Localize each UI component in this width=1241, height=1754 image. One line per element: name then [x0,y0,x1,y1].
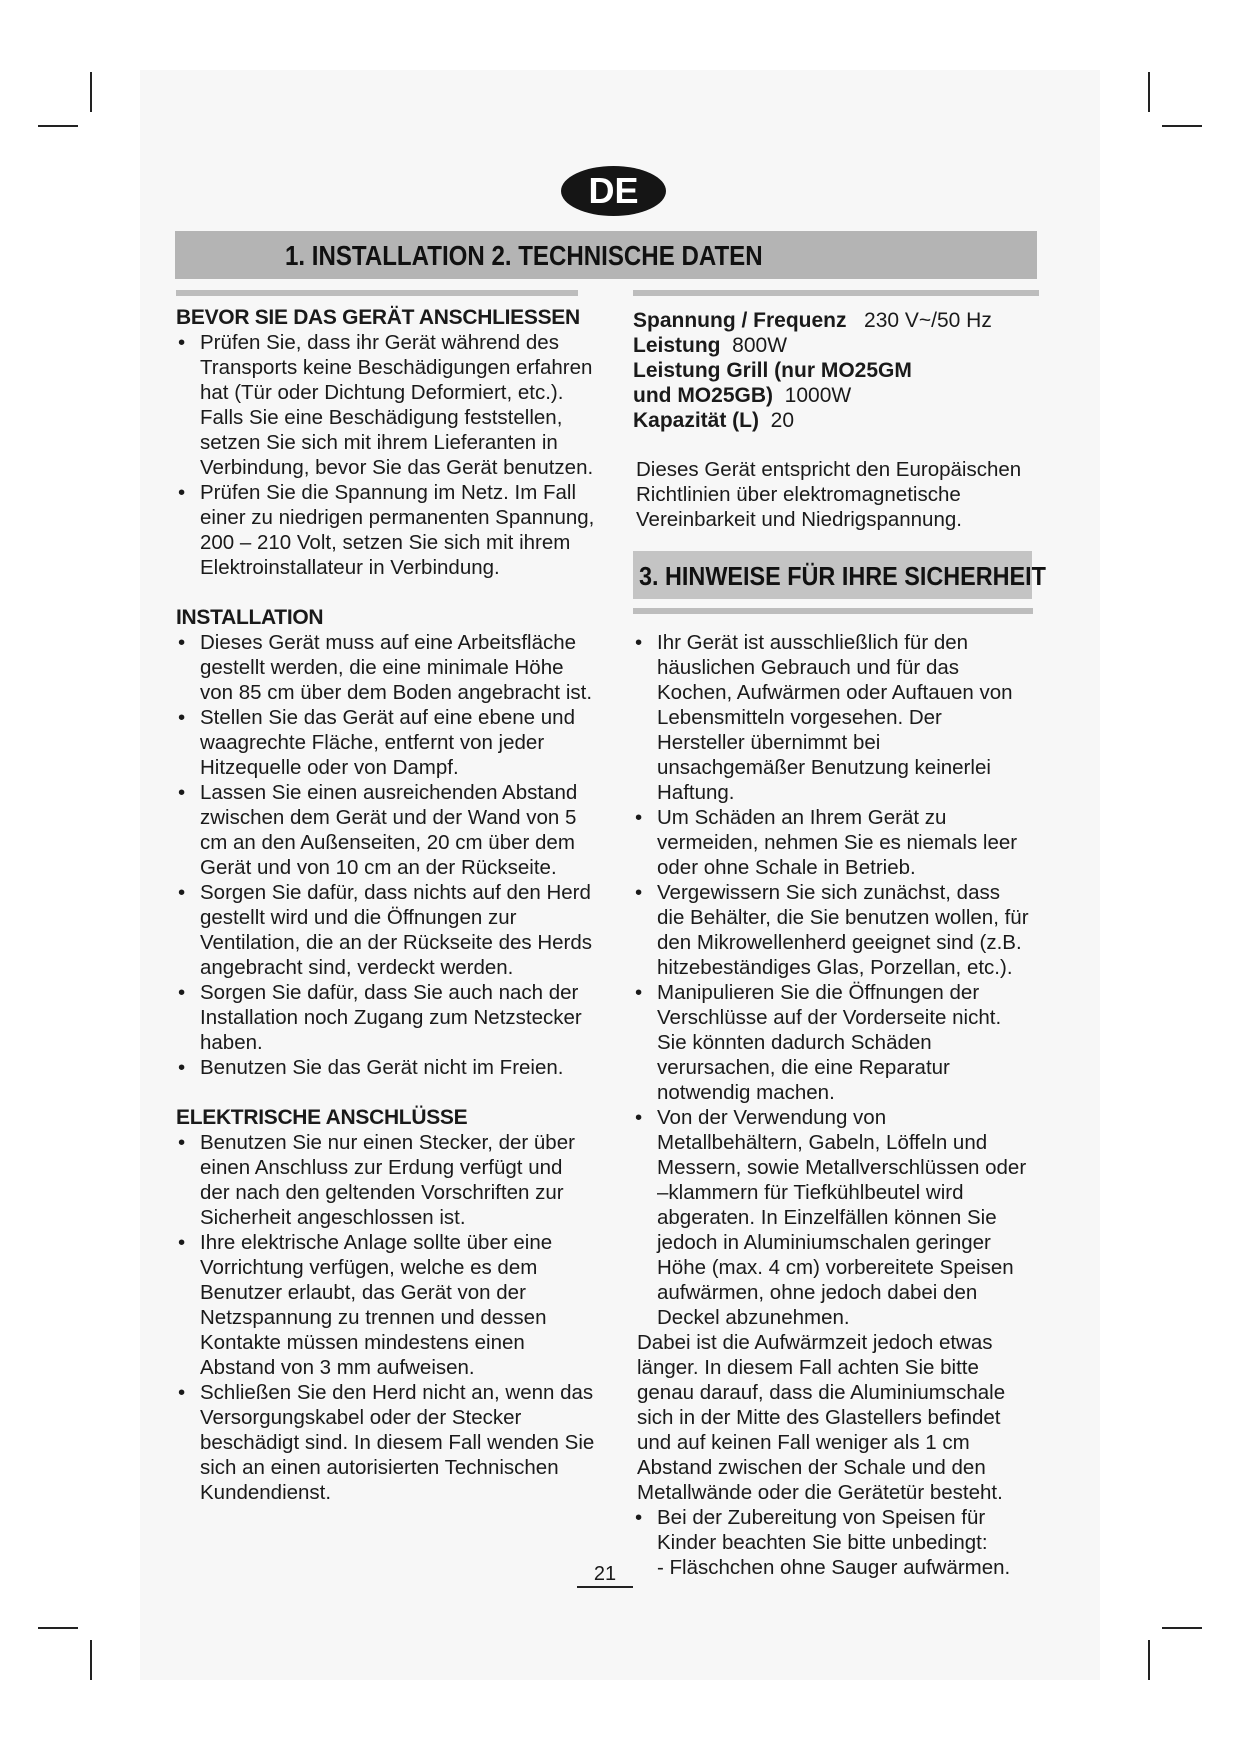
list-item: • Bei der Zubereitung von Speisen für Kinder beachten Sie bitte unbedingt: [633,1505,1033,1555]
section-heading-before-connect: BEVOR SIE DAS GERÄT ANSCHLIESSEN [176,306,580,329]
list-item: • Von der Verwendung von Metallbehältern, Gabeln, Löffeln und Messern, sowie Metallverschlüssen oder –klammern für Tiefkühlbeutel wird abgeraten. In Einzelfällen können Sie jedoch in Aluminiumschalen geringer Höhe (max. 4 cm) vorbereitete Speisen aufwärmen, ohne jedoch dabei den Deckel abzunehmen. [633,1105,1033,1330]
spec-value: 20 [770,409,795,432]
list-installation [176,630,596,1080]
crop-mark [1162,1627,1202,1629]
spec-grill [633,358,1053,383]
spec-grill-cont [633,383,1053,408]
dash-item: - Fläschchen ohne Sauger aufwärmen. [657,1556,1011,1579]
list-item: • Um Schäden an Ihrem Gerät zu vermeiden, nehmen Sie es niemals leer oder ohne Schale in Betrieb. [633,805,1033,880]
section3-divider [633,608,1033,614]
safety-paragraph: Dabei ist die Aufwärmzeit jedoch etwas länger. In diesem Fall achten Sie bitte genau darauf, dass die Aluminiumschale sich in der Mitte des Glastellers befindet und auf keinen Fall weniger als 1 cm Abstand zwischen der Schale und den Metallwände oder die Gerätetür besteht. [637,1331,1006,1504]
spec-value: 230 V~/50 Hz [864,309,992,332]
crop-mark [1148,1640,1150,1680]
language-badge: DE [561,166,666,216]
left-column [176,305,596,1505]
spec-label: Kapazität (L) [633,409,759,432]
conformity-text: Dieses Gerät entspricht den Europäischen Richtlinien über elektromagnetische Vereinbarkeit und Niedrigspannung. [636,458,1022,531]
tech-specs [633,308,1053,433]
header-title: 1. INSTALLATION 2. TECHNISCHE DATEN [285,240,763,271]
list-item: • Ihre elektrische Anlage sollte über eine Vorrichtung verfügen, welche es dem Benutzer erlaubt, das Gerät von der Netzspannung zu trennen und dessen Kontakte müssen mindestens einen Abstand von 3 mm aufweisen. [176,1230,596,1380]
spec-voltage [633,308,1053,333]
left-divider [176,290,578,296]
crop-mark [90,72,92,112]
crop-mark [38,125,78,127]
list-item: • Benutzen Sie das Gerät nicht im Freien. [176,1055,596,1080]
section3-title: 3. HINWEISE FÜR IHRE SICHERHEIT [639,561,1046,591]
page-number: 21 [577,1562,633,1588]
section-heading-installation: INSTALLATION [176,606,324,629]
list-item: • Lassen Sie einen ausreichenden Abstand zwischen dem Gerät und der Wand von 5 cm an den Außenseiten, 20 cm über dem Gerät und von 10 cm an der Rückseite. [176,780,596,880]
right-divider [633,290,1039,296]
list-item: • Sorgen Sie dafür, dass Sie auch nach der Installation noch Zugang zum Netzstecker haben. [176,980,596,1055]
crop-mark [90,1640,92,1680]
list-item: • Dieses Gerät muss auf eine Arbeitsfläche gestellt werden, die eine minimale Höhe von 85 cm über dem Boden angebracht ist. [176,630,596,705]
list-before-connect [176,330,596,580]
spec-value: 800W [732,334,788,357]
section-heading-electrical: ELEKTRISCHE ANSCHLÜSSE [176,1106,468,1129]
list-item: • Ihr Gerät ist ausschließlich für den häuslichen Gebrauch und für das Kochen, Aufwärmen oder Auftauen von Lebensmitteln vorgesehen. Der Hersteller übernimmt bei unsachgemäßer Benutzung keinerlei Haftung. [633,630,1033,805]
spec-label: Leistung [633,334,721,357]
spec-power [633,333,1053,358]
list-item: • Prüfen Sie die Spannung im Netz. Im Fall einer zu niedrigen permanenten Spannung, 200 – 210 Volt, setzen Sie sich mit ihrem Elektroinstallateur in Verbindung. [176,480,596,580]
spec-value: 1000W [784,384,852,407]
safety-column [633,630,1033,1580]
list-safety [633,630,1033,1330]
list-safety-last [633,1505,1033,1555]
list-electrical [176,1130,596,1505]
list-item: • Schließen Sie den Herd nicht an, wenn das Versorgungskabel oder der Stecker beschädigt sind. In diesem Fall wenden Sie sich an einen autorisierten Technischen Kundendienst. [176,1380,596,1505]
list-item: • Sorgen Sie dafür, dass nichts auf den Herd gestellt wird und die Öffnungen zur Ventilation, die an der Rückseite des Herds angebracht sind, verdeckt werden. [176,880,596,980]
spec-label: und MO25GB) [633,384,773,407]
spec-label: Leistung Grill (nur MO25GM [633,359,912,382]
list-item: • Manipulieren Sie die Öffnungen der Verschlüsse auf der Vorderseite nicht. Sie könnten dadurch Schäden verursachen, die eine Reparatur notwendig machen. [633,980,1033,1105]
crop-mark [1162,125,1202,127]
crop-mark [38,1627,78,1629]
crop-mark [1148,72,1150,112]
list-item: • Stellen Sie das Gerät auf eine ebene und waagrechte Fläche, entfernt von jeder Hitzequelle oder von Dampf. [176,705,596,780]
spec-label: Spannung / Frequenz [633,309,847,332]
list-item: • Prüfen Sie, dass ihr Gerät während des Transports keine Beschädigungen erfahren hat (Tür oder Dichtung Deformiert, etc.). Falls Sie eine Beschädigung feststellen, setzen Sie sich mit ihrem Lieferanten in Verbindung, bevor Sie das Gerät benutzen. [176,330,596,480]
spec-capacity [633,408,1053,433]
list-item: • Vergewissern Sie sich zunächst, dass die Behälter, die Sie benutzen wollen, für den Mikrowellenherd geeignet sind (z.B. hitzebeständiges Glas, Porzellan, etc.). [633,880,1033,980]
list-item: • Benutzen Sie nur einen Stecker, der über einen Anschluss zur Erdung verfügt und der nach den geltenden Vorschriften zur Sicherheit angeschlossen ist. [176,1130,596,1230]
